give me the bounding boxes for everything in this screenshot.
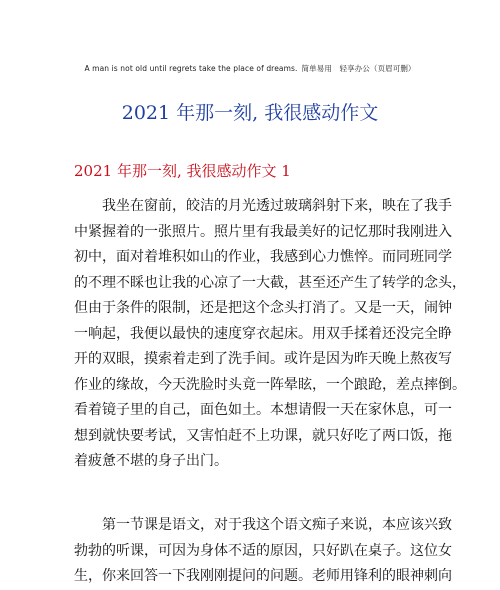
paragraph-line: 但由于条件的限制，还是把这个念头打消了。又是一天，闹钟 bbox=[74, 300, 452, 316]
paragraph-line: 看着镜子里的自己，面色如土。本想请假一天在家休息，可一 bbox=[74, 402, 452, 418]
paragraph-2 bbox=[74, 513, 452, 590]
paragraph-line: 作业的缘故，今天洗脸时头竟一阵晕眩，一个踉跄，差点摔倒。 bbox=[74, 376, 466, 393]
paragraph-line: 一响起，我便以最快的速度穿衣起床。用双手揉着还没完全睁 bbox=[74, 325, 452, 342]
paragraph-line: 开的双眼，摸索着走到了洗手间。或许是因为昨天晚上熬夜写 bbox=[74, 351, 452, 367]
page-header bbox=[0, 63, 500, 74]
paragraph-line: 第一节课是语文，对于我这个语文痴子来说，本应该兴致 bbox=[74, 517, 452, 533]
document-title: 2021 年那一刻, 我很感动作文 bbox=[121, 102, 379, 124]
paragraph-line: 我坐在窗前，皎洁的月光透过玻璃斜射下来，映在了我手 bbox=[74, 198, 452, 214]
header-tagline: A man is not old until regrets take the place of dreams. bbox=[84, 64, 298, 73]
paragraph-line: 生，你来回答一下我刚刚提问的问题。老师用锋利的眼神刺向 bbox=[74, 568, 452, 584]
paragraph-line: 的不理不睬也让我的心凉了一大截，甚至还产生了转学的念头， bbox=[74, 274, 466, 291]
paragraph-line: 勃勃的听课，可因为身体不适的原因，只好趴在桌子。这位女 bbox=[74, 542, 452, 559]
header-note: 简单易用 轻享办公（页眉可删） bbox=[301, 64, 416, 73]
paragraph-line: 初中，面对着堆积如山的作业，我感到心力憔悴。而同班同学 bbox=[74, 249, 452, 265]
section-heading: 2021 年那一刻, 我很感动作文 1 bbox=[74, 162, 291, 180]
paragraph-1 bbox=[74, 194, 466, 475]
paragraph-line: 着疲惫不堪的身子出门。 bbox=[74, 453, 228, 469]
paragraph-line: 中紧握着的一张照片。照片里有我最美好的记忆那时我刚进入 bbox=[74, 223, 452, 240]
paragraph-line: 想到就快要考试，又害怕赶不上功课，就只好吃了两口饭，拖 bbox=[74, 427, 452, 444]
